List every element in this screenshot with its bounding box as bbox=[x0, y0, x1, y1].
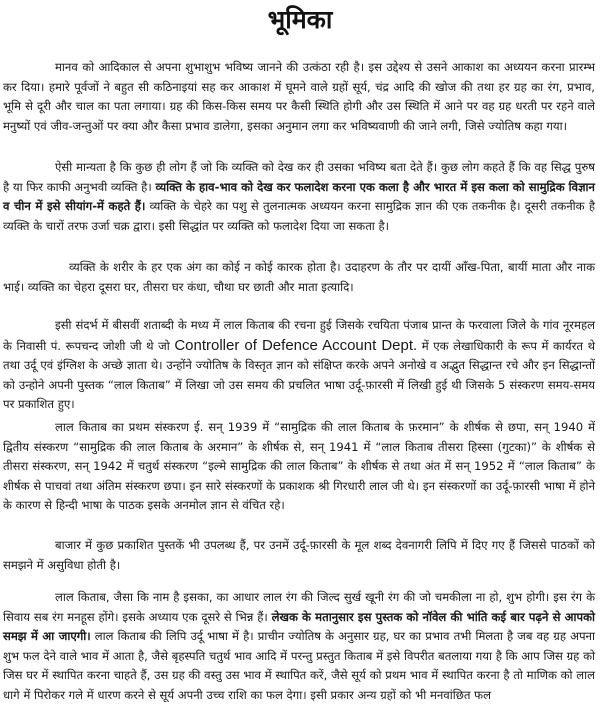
page-title: भूमिका bbox=[267, 5, 333, 34]
paragraph-2 bbox=[3, 158, 595, 236]
paragraph-text: ऐसी मान्यता है कि कुछ ही लोग हैं जो कि व्यक्ति को देख कर ही उसका भविष्य बता देते हैं। कुछ लोग कहते हैं कि वह सिद्ध पुरुष है या फिर काफी अनुभवी व्यक्ति है। bbox=[3, 160, 595, 194]
paragraph-text: मानव को आदिकाल से अपना शुभाशुभ भविष्य जानने की उत्कंठा रही है। इस उद्देश्य से उसने आकाश का अध्ययन करना प्रारम्भ कर दिया। हमारे पूर्वजों ने बहुत सी कठिनाइयां सह कर आकाश में घूमने वाले ग्रहों सूर्य, चंद्र आदि की खोज की तथा हर ग्रह का रंग, प्रभाव, भूमि से दूरी और चाल का पता लगाया। ग्रह की किस-किस समय पर कैसी स्थिति होगी और उस स्थिति में आने पर वह ग्रह धरती पर रहने वाले मनुष्यों एवं जीव-जन्तुओं पर क्या और कैसा प्रभाव डालेगा, इसका अनुमान लगा कर भविष्यवाणी की जाने लगी, जिसे ज्योतिष कहा गया। bbox=[3, 60, 595, 133]
paragraph-text: इसी संदर्भ में बीसवीं शताब्दी के मध्य में लाल किताब की रचना हुई जिसके रचयिता पंजाब प्रान्त के फरवाला जिले के गांव नूरमहल के निवासी पं. रूपचन्द जोशी जी थे जो bbox=[3, 318, 595, 353]
paragraph-6 bbox=[3, 536, 595, 575]
paragraph-text: बाजार में कुछ प्रकाशित पुस्तकें भी उपलब्ध हैं, पर उनमें उर्दू-फ़ारसी के मूल शब्द देवनागरी लिपि में दिए गए हैं जिससे पाठकों को समझने में असुविधा होती है। bbox=[3, 538, 595, 572]
paragraph-text: व्यक्ति के चेहरे का पशु से तुलनात्मक अध्ययन करना सामुद्रिक ज्ञान की एक तकनीक है। दूसरी तकनीक है व्यक्ति के चारों तरफ उर्जा चक्र द्वारा। इसी सिद्धांत पर व्यक्ति को फलादेश दिया जा सकता है। bbox=[3, 199, 595, 233]
paragraph-4 bbox=[3, 316, 595, 415]
paragraph-bold-text: लेखक के मतानुसार इस पुस्तक को नॉवेल की भांति कई बार पढ़ने से आपको समझ में आ जाएगी। bbox=[3, 609, 595, 644]
paragraph-text: लाल किताब का प्रथम संस्करण ई. सन् 1939 में “सामुद्रिक की लाल किताब के फ़रमान” के शीर्षक से छपा, सन् 1940 में द्वितीय संस्करण “सामुद्रिक की लाल किताब के अरमान” के शीर्षक से, सन् 1941 में “लाल किताब तीसरा हिस्सा (गुटका)” के शीर्षक से तीसरा संस्करण, सन् 1942 में चतुर्थ संस्करण “इल्मे सामुद्रिक की लाल किताब” के शीर्षक से तथा अंत में सन् 1952 में “लाल किताब” के शीर्षक से पाचवां तथा अंतिम संस्करण छपा। इन सारे संस्करणों के प्रकाशक श्री गिरधारी लाल जी थे। इन संस्करणों का उर्दू-फ़ारसी भाषा में होने के कारण से हिन्दी भाषा के पाठक इसके अनमोल ज्ञान से वंचित रहे। bbox=[3, 420, 595, 513]
paragraph-english-text: Controller of Defence Account Dept. bbox=[174, 336, 418, 354]
paragraph-text: लाल किताब, जैसा कि नाम है इसका, का आधार लाल रंग की जिल्द सुर्ख खूनी रंग की जो चमकीला ना हो, शुभ होगी। इस रंग के सिवाय सब रंग मनहूस होंगे। इसके अध्याय एक दूसरे से भिन्न हैं। bbox=[3, 590, 595, 624]
paragraph-3 bbox=[3, 258, 595, 297]
paragraph-text: में एक लेखाधिकारी के रूप में कार्यरत थे तथा उर्दू एवं इंग्लिश के अच्छे ज्ञाता थे। उन्होंने ज्योतिष के विस्तृत ज्ञान को संक्षिप्त करके अपने अनोखे व अद्भुत सिद्धान्त रचे और इन सिद्धान्तों को उन्होने अपनी पुस्तक “लाल किताब” में लिखा जो उस समय की प्रचलित भाषा उर्दू-फ़ारसी में लिखी हुई थी जिसके 5 संस्करण समय-समय पर प्रकाशित हुए। bbox=[3, 338, 595, 412]
paragraph-1 bbox=[3, 58, 595, 136]
paragraph-5 bbox=[3, 418, 595, 516]
paragraph-text: लाल किताब की लिपि उर्दू भाषा में है। प्राचीन ज्योतिष के अनुसार ग्रह, घर का प्रभाव तभी मिलता है जब वह ग्रह अपना शुभ फल देने वाले भाव में आता है, जैसे बृहस्पति चतुर्थ भाव आदि में परन्तु प्रस्तुत किताब में इसे विपरीत बतलाया गया है कि आप जिस ग्रह को जिस घर में स्थापित करना चाहते हैं, उस ग्रह की वस्तु उस भाव में स्थापित करें, जैसे सूर्य को प्रथम भाव में स्थापित करना है तो माणिक को लाल धागे में पिरोकर गले में धारण करने से सूर्य अपनी उच्च राशि का फल देगा। इसी प्रकार अन्य ग्रहों को भी मनवांछित फल bbox=[3, 629, 595, 702]
paragraph-7 bbox=[3, 588, 595, 706]
paragraph-text: व्यक्ति के शरीर के हर एक अंग का कोई न कोई कारक होता है। उदाहरण के तौर पर दायीं आँख-पिता, बायीं माता और नाक भाई। व्यक्ति का चेहरा दूसरा घर, तीसरा घर कंधा, चौथा घर छाती और माता इत्यादि। bbox=[3, 260, 595, 294]
paragraph-bold-text: व्यक्ति के हाव-भाव को देख कर फलादेश करना एक कला है और भारत में इस कला को सामुद्रिक विज्ञान व चीन में इसे सीयांग-में कहते हैं। bbox=[3, 179, 595, 214]
